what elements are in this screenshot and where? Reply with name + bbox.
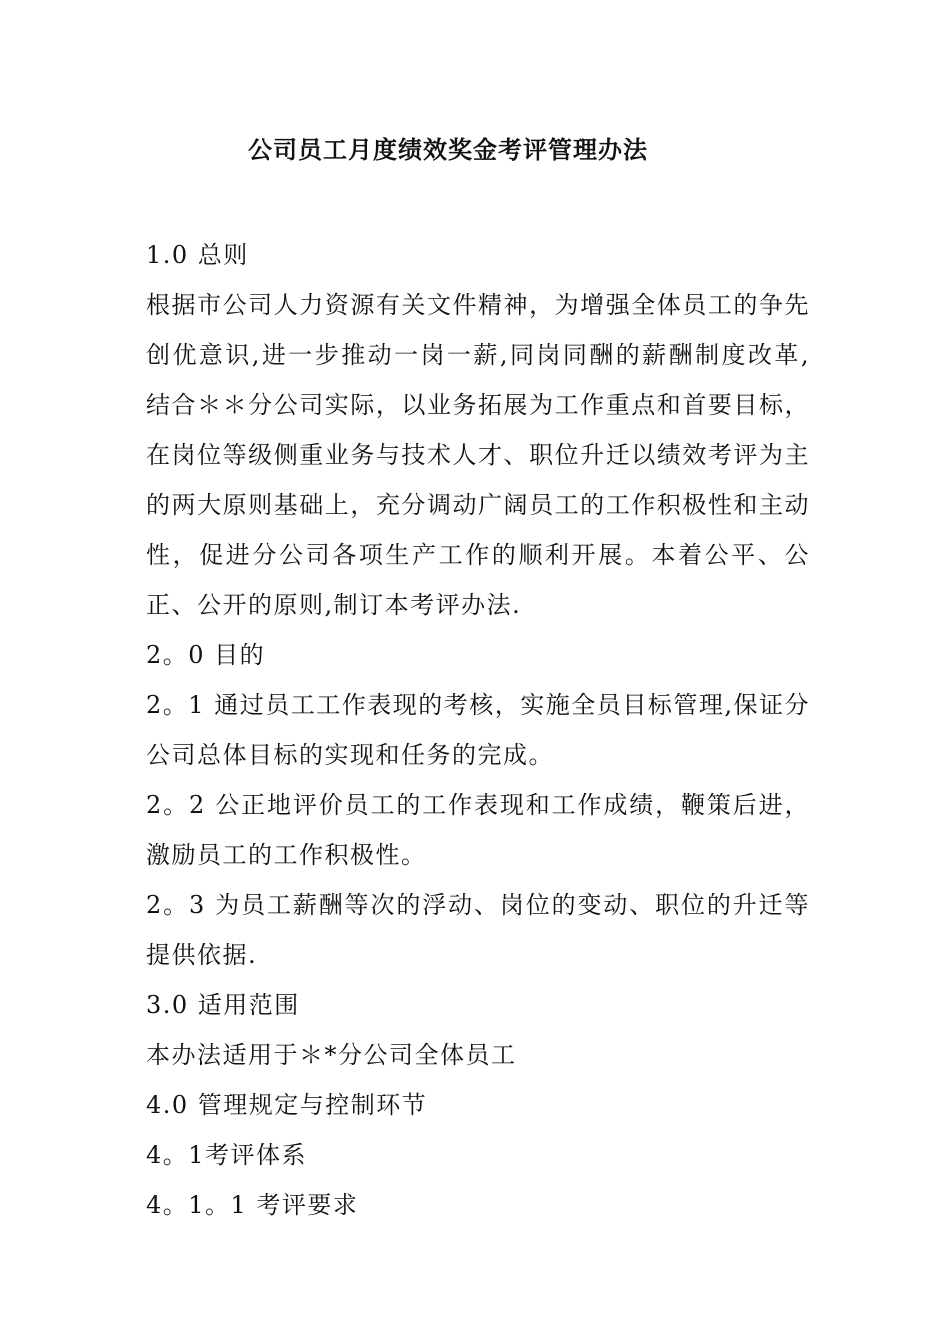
section-heading-4-1: 4。1考评体系 [146, 1141, 308, 1169]
document-title: 公司员工月度绩效奖金考评管理办法 [248, 135, 648, 164]
section-heading-3-0: 3.0 适用范围 [146, 991, 300, 1019]
section-heading-2-0: 2。0 目的 [146, 641, 266, 669]
paragraph-scope: 本办法适用于＊*分公司全体员工 [146, 1041, 517, 1069]
paragraph-general: 根据市公司人力资源有关文件精神，为增强全体员工的争先创优意识,进一步推动一岗一薪,同岗同酬的薪酬制度改革,结合＊＊分公司实际，以业务拓展为工作重点和首要目标，在岗位等级侧重业务与技术人才、职位升迁以绩效考评为主的两大原则基础上，充分调动广阔员工的工作积极性和主动性，促进分公司各项生产工作的顺利开展。本着公平、公正、公开的原则,制订本考评办法. [146, 291, 810, 619]
paragraph-2-3: 2。3 为员工薪酬等次的浮动、岗位的变动、职位的升迁等提供依据. [146, 891, 810, 969]
document-body [146, 230, 810, 1230]
section-heading-4-0: 4.0 管理规定与控制环节 [146, 1091, 428, 1119]
paragraph-2-2: 2。2 公正地评价员工的工作表现和工作成绩，鞭策后进，激励员工的工作积极性。 [146, 791, 810, 869]
section-heading-4-1-1: 4。1。1 考评要求 [146, 1191, 359, 1219]
paragraph-2-1: 2。1 通过员工工作表现的考核，实施全员目标管理,保证分公司总体目标的实现和任务的完成。 [146, 691, 810, 769]
section-heading-1-0: 1.0 总则 [146, 241, 249, 269]
